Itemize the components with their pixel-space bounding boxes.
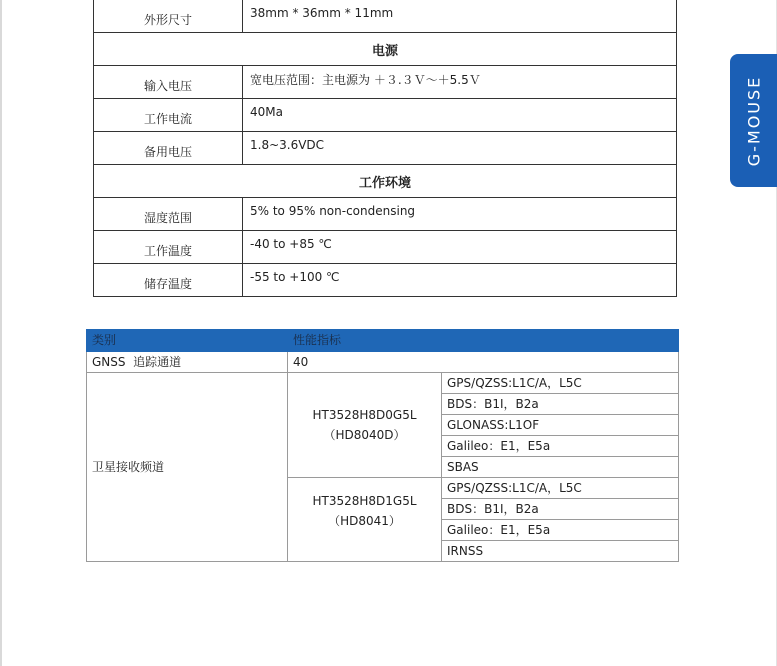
tracking-label: GNSS 追踪通道 [87,352,288,373]
table-row [94,264,677,297]
environment-section-title: 工作环境 [94,165,677,198]
model-name: HT3528H8D1G5L [312,493,417,508]
header-row [87,330,679,352]
model-sub: （HD8041） [328,513,401,528]
power-section-title: 电源 [94,33,677,66]
band-cell: Galileo：E1，E5a [442,520,679,541]
band-cell: BDS：B1I，B2a [442,394,679,415]
input-voltage-label: 输入电压 [94,66,243,99]
spec-table [93,0,677,297]
header-category: 类别 [87,330,288,352]
table-row [87,373,679,394]
tracking-value: 40 [288,352,679,373]
table-row [94,66,677,99]
operating-temp-value: -40 to +85 ℃ [243,231,677,264]
table-row [87,352,679,373]
humidity-value: 5% to 95% non-condensing [243,198,677,231]
page-edge [0,0,2,666]
table-row [94,132,677,165]
backup-voltage-label: 备用电压 [94,132,243,165]
table-row [94,198,677,231]
band-cell: Galileo：E1，E5a [442,436,679,457]
band-cell: IRNSS [442,541,679,562]
g-mouse-side-tab[interactable] [730,54,777,187]
band-cell: BDS：B1I，B2a [442,499,679,520]
working-current-value: 40Ma [243,99,677,132]
table-row [94,99,677,132]
model-cell [288,478,442,562]
band-cell: SBAS [442,457,679,478]
gnss-table [86,329,679,562]
backup-voltage-value: 1.8~3.6VDC [243,132,677,165]
input-voltage-value: 宽电压范围：主电源为 ＋３.３Ｖ～＋5.5Ｖ [243,66,677,99]
working-current-label: 工作电流 [94,99,243,132]
storage-temp-value: -55 to +100 ℃ [243,264,677,297]
model-name: HT3528H8D0G5L [312,408,417,422]
channels-label: 卫星接收频道 [87,373,288,562]
section-row [94,33,677,66]
model-cell [288,373,442,478]
dimension-label: 外形尺寸 [94,0,243,33]
band-cell: GPS/QZSS:L1C/A，L5C [442,373,679,394]
header-metric: 性能指标 [288,330,679,352]
side-tab-label: G-MOUSE [744,75,764,166]
storage-temp-label: 储存温度 [94,264,243,297]
operating-temp-label: 工作温度 [94,231,243,264]
dimension-value: 38mm * 36mm * 11mm [243,0,677,33]
humidity-label: 湿度范围 [94,198,243,231]
section-row [94,165,677,198]
band-cell: GPS/QZSS:L1C/A，L5C [442,478,679,499]
model-sub: （HD8040D） [323,428,406,442]
spacer [288,531,441,549]
band-cell: GLONASS:L1OF [442,415,679,436]
table-row [94,231,677,264]
table-row [94,0,677,33]
